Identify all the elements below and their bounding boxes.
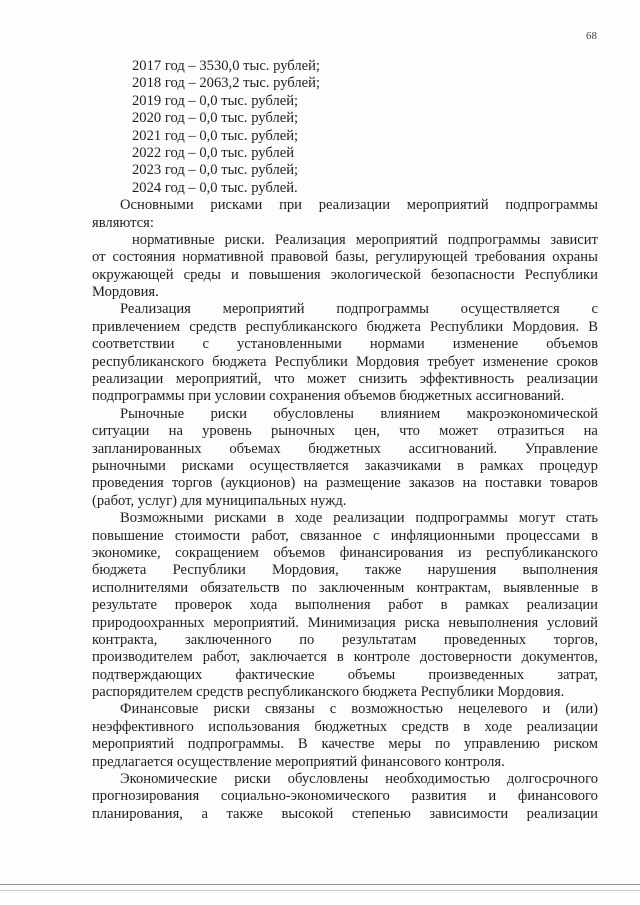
word: сокращением bbox=[175, 544, 259, 561]
word: Мордовия bbox=[356, 353, 420, 370]
word: нарушения bbox=[427, 562, 497, 579]
word: Республики bbox=[172, 562, 246, 579]
word: базы, bbox=[335, 249, 369, 266]
text-line bbox=[92, 406, 598, 423]
word: риски bbox=[213, 701, 250, 718]
text-line bbox=[92, 232, 598, 249]
word: изменение bbox=[452, 336, 519, 353]
word: невыполнения bbox=[448, 614, 539, 631]
word: подпрограммы. bbox=[187, 736, 284, 753]
word: долгосрочного bbox=[506, 771, 598, 788]
text-line bbox=[92, 267, 598, 284]
word: Экономические bbox=[120, 771, 218, 788]
word: соответствии bbox=[92, 336, 175, 353]
word: Возможными bbox=[120, 510, 204, 527]
word: реализации bbox=[92, 371, 164, 388]
word: и bbox=[230, 266, 239, 283]
word: связанное bbox=[300, 527, 362, 544]
word: повышения bbox=[248, 266, 321, 283]
word: проверок bbox=[174, 597, 233, 614]
word: нормативной bbox=[182, 249, 264, 266]
word: эффективность bbox=[419, 371, 515, 388]
text-line bbox=[92, 771, 598, 788]
word: производителем bbox=[92, 649, 193, 666]
word: зависит bbox=[550, 231, 598, 248]
text-line bbox=[92, 701, 598, 718]
word: управлению bbox=[464, 736, 540, 753]
word: реализации bbox=[526, 371, 598, 388]
word: риска bbox=[404, 614, 440, 631]
word: бюджетных bbox=[308, 440, 381, 457]
text-line: подпрограммы при условии сохранения объемов бюджетных ассигнований. bbox=[92, 388, 565, 405]
word: с bbox=[372, 527, 380, 544]
word: реализации bbox=[333, 510, 405, 527]
word: мероприятий, bbox=[175, 371, 262, 388]
word: прогнозирования bbox=[92, 788, 200, 805]
word: окружающей bbox=[92, 266, 174, 283]
word: торгов, bbox=[553, 631, 598, 648]
word: социально-экономического bbox=[220, 788, 390, 805]
word: (аукционов) bbox=[220, 475, 296, 492]
word: повышение bbox=[92, 527, 164, 544]
text-line bbox=[92, 319, 598, 336]
word: товаров bbox=[549, 475, 598, 492]
word: природоохранных bbox=[92, 614, 205, 631]
word: в bbox=[336, 649, 344, 666]
word: финансового bbox=[517, 788, 598, 805]
word: Реализация bbox=[274, 231, 346, 248]
word: бюджета bbox=[212, 353, 267, 370]
word: в bbox=[463, 718, 471, 735]
text-line bbox=[92, 510, 598, 527]
text-line bbox=[92, 301, 598, 318]
word: Финансовые bbox=[120, 701, 199, 718]
word: выполнения bbox=[295, 597, 371, 614]
word: Основными bbox=[120, 197, 194, 214]
word: Управление bbox=[524, 440, 598, 457]
word: привлечением bbox=[92, 318, 181, 335]
word: из bbox=[457, 544, 472, 561]
word: Республики bbox=[524, 266, 598, 283]
word: работ bbox=[388, 597, 423, 614]
text-line bbox=[92, 545, 598, 562]
word: охраны bbox=[552, 249, 598, 266]
word: может bbox=[439, 423, 479, 440]
word: реализации bbox=[526, 718, 598, 735]
word: произведенных bbox=[428, 666, 525, 683]
word: работ, bbox=[251, 527, 289, 544]
text-line: предлагается осуществление мероприятий финансового контроля. bbox=[92, 753, 505, 770]
page-number: 68 bbox=[586, 30, 597, 42]
word: подпрограммы bbox=[336, 301, 429, 318]
word: на bbox=[583, 423, 598, 440]
word: торгов bbox=[171, 475, 213, 492]
word: качестве bbox=[321, 736, 375, 753]
word: в bbox=[591, 579, 598, 596]
word: республиканского bbox=[245, 318, 358, 335]
word: регулирующей bbox=[375, 249, 468, 266]
text-line bbox=[92, 736, 598, 753]
text-line: распорядителем средств республиканского бюджета Республики Мордовия. bbox=[92, 684, 565, 701]
word: реализации bbox=[318, 197, 391, 214]
word: что bbox=[399, 423, 420, 440]
word: заключенного bbox=[185, 631, 272, 648]
text-line bbox=[92, 649, 598, 666]
word: стать bbox=[565, 510, 598, 527]
word: рисками bbox=[214, 510, 267, 527]
word: цен, bbox=[354, 423, 380, 440]
word: при bbox=[279, 197, 302, 214]
word: степенью bbox=[351, 805, 411, 822]
word: бюджетных bbox=[314, 718, 388, 735]
funding-year-line: 2023 год – 0,0 тыс. рублей; bbox=[132, 162, 299, 179]
text-line bbox=[92, 249, 598, 266]
word: могут bbox=[518, 510, 555, 527]
word: В bbox=[588, 318, 598, 335]
word: связаны bbox=[264, 701, 315, 718]
word: ходе bbox=[294, 510, 323, 527]
word: зависимости bbox=[429, 805, 509, 822]
word: документов, bbox=[521, 649, 598, 666]
funding-year-line: 2019 год – 0,0 тыс. рублей; bbox=[132, 92, 299, 109]
word: макроэкономической bbox=[466, 405, 598, 422]
text-line bbox=[92, 371, 598, 388]
document-body bbox=[92, 58, 598, 823]
text-line bbox=[92, 354, 598, 371]
word: экономике, bbox=[92, 544, 161, 561]
word: осуществляется bbox=[460, 301, 560, 318]
word: контроле bbox=[353, 649, 410, 666]
word: безопасности bbox=[430, 266, 515, 283]
word: (или) bbox=[565, 701, 598, 718]
word: что bbox=[273, 371, 295, 388]
word: риском bbox=[553, 736, 598, 753]
word: мероприятий. bbox=[213, 614, 299, 631]
word: результатам bbox=[341, 631, 417, 648]
word: планирования, bbox=[92, 805, 183, 822]
word: нецелевого bbox=[458, 701, 528, 718]
text-line bbox=[92, 580, 598, 597]
word: объемах bbox=[229, 440, 281, 457]
word: контрактам, bbox=[416, 579, 492, 596]
word: процедур bbox=[539, 457, 598, 474]
word: мероприятий bbox=[355, 231, 438, 248]
funding-year-line: 2020 год – 0,0 тыс. рублей; bbox=[132, 110, 299, 127]
word: уровень bbox=[202, 423, 252, 440]
word: отразиться bbox=[497, 423, 565, 440]
word: объемы bbox=[347, 666, 396, 683]
word: реализации bbox=[526, 597, 598, 614]
word: Республики bbox=[430, 318, 504, 335]
word: на bbox=[462, 475, 477, 492]
word: развития bbox=[411, 788, 467, 805]
scan-edge-line bbox=[0, 890, 640, 891]
word: процессами bbox=[506, 527, 580, 544]
word: от bbox=[92, 249, 106, 266]
word: риски. bbox=[224, 231, 265, 248]
word: возможностью bbox=[351, 701, 444, 718]
word: мероприятий bbox=[222, 301, 305, 318]
word: заключается bbox=[249, 649, 327, 666]
word: подпрограммы bbox=[415, 510, 508, 527]
word: объемов bbox=[546, 336, 598, 353]
word: и bbox=[488, 788, 497, 805]
word: ходе bbox=[484, 718, 513, 735]
word: ситуации bbox=[92, 423, 150, 440]
word: хода bbox=[249, 597, 278, 614]
word: подпрограммы bbox=[505, 197, 598, 214]
word: необходимостью bbox=[385, 771, 490, 788]
text-line bbox=[92, 441, 598, 458]
word: с bbox=[329, 701, 337, 718]
word: высокой bbox=[281, 805, 334, 822]
word: Республики bbox=[274, 353, 348, 370]
word: нормативные bbox=[132, 231, 215, 248]
text-line bbox=[92, 423, 598, 440]
word: объемов bbox=[273, 544, 326, 561]
word: рисками bbox=[181, 457, 234, 474]
text-line bbox=[92, 475, 598, 492]
word: правовой bbox=[270, 249, 329, 266]
word: В bbox=[297, 736, 308, 753]
word: размещение bbox=[325, 475, 401, 492]
text-line bbox=[92, 458, 598, 475]
text-line bbox=[92, 336, 598, 353]
word: и bbox=[542, 701, 551, 718]
word: осуществляется bbox=[249, 457, 349, 474]
word: а bbox=[201, 805, 208, 822]
text-line bbox=[92, 197, 598, 214]
word: затрат, bbox=[557, 666, 598, 683]
word: в bbox=[591, 527, 598, 544]
word: использования bbox=[208, 718, 300, 735]
text-line bbox=[92, 615, 598, 632]
word: установленными bbox=[236, 336, 342, 353]
word: сроков bbox=[556, 353, 598, 370]
word: результате bbox=[92, 597, 157, 614]
text-line bbox=[92, 667, 598, 684]
word: контракта, bbox=[92, 631, 158, 648]
word: в bbox=[457, 457, 464, 474]
word: финансирования bbox=[339, 544, 444, 561]
word: поставки bbox=[484, 475, 542, 492]
word: ассигнований. bbox=[408, 440, 498, 457]
word: риски bbox=[234, 771, 271, 788]
word: в bbox=[277, 510, 285, 527]
text-line: являются: bbox=[92, 214, 154, 231]
word: по bbox=[299, 631, 315, 648]
word: с bbox=[591, 301, 598, 318]
text-line bbox=[92, 632, 598, 649]
word: средств bbox=[401, 718, 449, 735]
word: средств bbox=[189, 318, 237, 335]
word: выполнения bbox=[522, 562, 598, 579]
word: подтверждающих bbox=[92, 666, 203, 683]
funding-year-line: 2017 год – 3530,0 тыс. рублей; bbox=[132, 58, 320, 74]
word: подпрограммы bbox=[447, 231, 541, 248]
scan-edge-line bbox=[0, 884, 640, 885]
text-line: (работ, услуг) для муниципальных нужд. bbox=[92, 492, 347, 509]
word: рамках bbox=[479, 457, 524, 474]
word: Рыночные bbox=[120, 405, 185, 422]
word: выявленные bbox=[503, 579, 579, 596]
text-line bbox=[92, 788, 598, 805]
word: запланированных bbox=[92, 440, 202, 457]
funding-year-line: 2024 год – 0,0 тыс. рублей. bbox=[132, 179, 298, 196]
word: проведения bbox=[92, 475, 164, 492]
word: изменение bbox=[482, 353, 549, 370]
word: с bbox=[202, 336, 209, 353]
word: рыночными bbox=[92, 457, 166, 474]
word: заключенным bbox=[318, 579, 405, 596]
word: достоверности bbox=[419, 649, 512, 666]
word: состояния bbox=[112, 249, 176, 266]
word: обусловлены bbox=[273, 405, 354, 422]
text-line bbox=[92, 597, 598, 614]
word: требования bbox=[474, 249, 546, 266]
word: рамках bbox=[465, 597, 509, 614]
word: рыночных bbox=[270, 423, 336, 440]
word: условий bbox=[547, 614, 598, 631]
word: работ, bbox=[202, 649, 240, 666]
word: Реализация bbox=[120, 301, 191, 318]
word: исполнителями bbox=[92, 579, 188, 596]
word: также bbox=[226, 805, 263, 822]
word: также bbox=[364, 562, 402, 579]
word: в bbox=[440, 597, 448, 614]
text-line bbox=[92, 562, 598, 579]
word: среды bbox=[183, 266, 221, 283]
word: инфляционными bbox=[390, 527, 495, 544]
word: риски bbox=[210, 405, 247, 422]
word: обусловлены bbox=[287, 771, 369, 788]
text-line: Мордовия. bbox=[92, 284, 159, 301]
word: Мордовия, bbox=[271, 562, 339, 579]
word: неэффективного bbox=[92, 718, 194, 735]
funding-year-line: 2018 год – 2063,2 тыс. рублей; bbox=[132, 75, 320, 92]
text-line bbox=[92, 806, 598, 823]
word: реализации bbox=[526, 805, 598, 822]
word: заказов bbox=[408, 475, 455, 492]
word: снизить bbox=[358, 371, 408, 388]
word: требует bbox=[427, 353, 475, 370]
word: бюджета bbox=[92, 562, 147, 579]
funding-year-line: 2022 год – 0,0 тыс. рублей bbox=[132, 144, 295, 161]
word: мероприятий bbox=[406, 197, 489, 214]
text-line bbox=[92, 719, 598, 736]
word: фактические bbox=[235, 666, 315, 683]
word: рисками bbox=[210, 197, 263, 214]
word: стоимости bbox=[174, 527, 241, 544]
word: по bbox=[435, 736, 451, 753]
word: влиянием bbox=[380, 405, 441, 422]
word: Минимизация bbox=[307, 614, 396, 631]
word: на bbox=[303, 475, 318, 492]
funding-year-line: 2021 год – 0,0 тыс. рублей; bbox=[132, 127, 299, 144]
word: обязательств bbox=[200, 579, 280, 596]
word: мероприятий bbox=[92, 736, 174, 753]
word: заказчиками bbox=[364, 457, 442, 474]
text-line bbox=[92, 528, 598, 545]
word: экологической bbox=[330, 266, 421, 283]
word: бюджета bbox=[366, 318, 421, 335]
word: Мордовия. bbox=[512, 318, 580, 335]
word: проведенных bbox=[443, 631, 527, 648]
word: республиканского bbox=[486, 544, 598, 561]
word: может bbox=[307, 371, 347, 388]
word: на bbox=[168, 423, 183, 440]
word: нормами bbox=[369, 336, 425, 353]
word: меры bbox=[388, 736, 422, 753]
word: республиканского bbox=[92, 353, 204, 370]
word: по bbox=[291, 579, 307, 596]
